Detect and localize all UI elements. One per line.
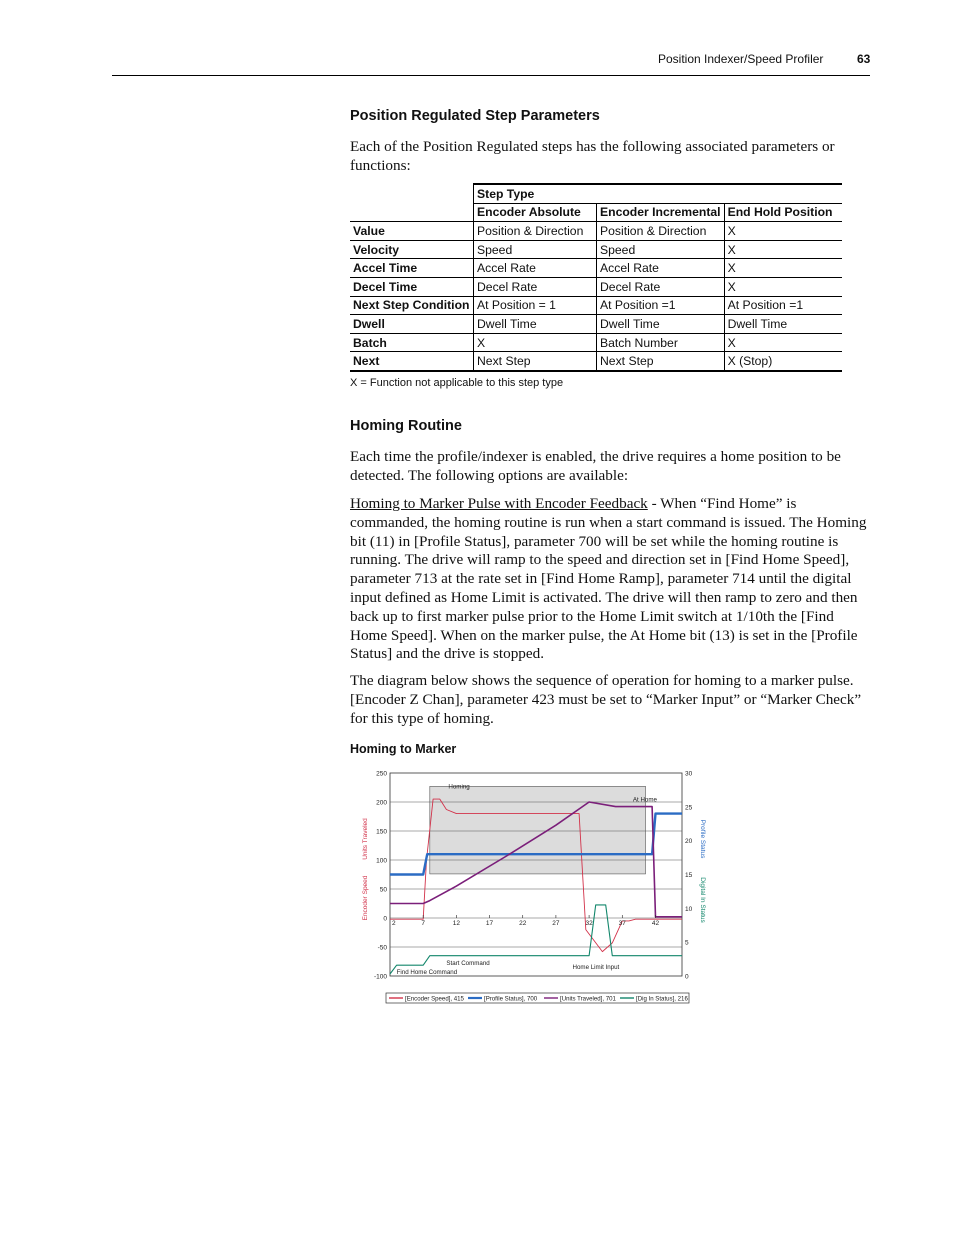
table-cell: Dwell Time [597,315,725,334]
homing-to-marker-chart [340,763,720,1013]
table-cell: X [474,333,597,352]
table-column-header: Encoder Absolute [474,203,597,222]
homing-option-paragraph [350,495,870,664]
table-row [350,240,842,259]
annotation-at-home: At Home [632,796,657,804]
table-cell: Accel Rate [474,259,597,278]
right-y-tick-label: 15 [685,872,693,879]
table-cell: Decel Rate [474,277,597,296]
table-cell: X [724,277,842,296]
header-rule [112,75,870,76]
left-y-tick-label: 0 [383,915,387,923]
table-cell: X (Stop) [724,352,842,371]
table-row-label: Batch [350,333,474,352]
right-y-tick-label: 30 [685,770,693,778]
section-heading-homing-routine: Homing Routine [350,418,462,434]
annotation-find-home-command: Find Home Command [396,969,458,976]
table-cell: At Position =1 [724,296,842,315]
table-group-header-row [350,184,842,203]
table-cell: Position & Direction [597,222,725,241]
left-y-tick-label: 50 [379,886,387,894]
table-row [350,277,842,296]
homing-band-group [430,783,646,874]
table-row-label: Next [350,352,474,371]
x-tick-label: 22 [519,920,527,927]
table-row-label: Velocity [350,240,474,259]
legend-label: [Units Traveled], 701 [560,995,616,1003]
page-number: 63 [857,52,871,66]
table-cell: Accel Rate [597,259,725,278]
table-cell: Batch Number [597,333,725,352]
homing-option-title: Homing to Marker Pulse with Encoder Feedback [350,495,648,512]
table-cell: Position & Direction [474,222,597,241]
right-y-tick-label: 0 [685,973,689,981]
left-axis-title-encoder-speed: Encoder Speed [362,875,369,921]
left-y-tick-label: 150 [376,828,387,836]
left-y-tick-label: 100 [376,857,387,865]
table-row [350,333,842,352]
right-y-tick-label: 10 [685,905,693,913]
table-column-header: End Hold Position [724,203,842,222]
table-column-header: Encoder Incremental [597,203,725,222]
table-cell: X [724,240,842,259]
table-cell: Dwell Time [474,315,597,334]
table-row [350,296,842,315]
right-axis-title-digital-in-status: Digital In Status [699,877,706,923]
homing-option-text: - When “Find Home” is commanded, the homing routine is run when a start command is issued. The Homing bit (11) in [Profile Status], parameter 700 will be set while the homing routine is running. The drive will ramp to the speed and direction set in [Find Home Speed], parameter 713 at the rate set in [Find Home Ramp], parameter 714 until the digital input defined as Home Limit is activated. The drive will then ramp to zero and then back up to first marker pulse prior to the Home Limit switch at 1/10th the [Find Home Speed]. When on the marker pulse, the At Home bit (13) is set in the [Profile Status] and the drive is stopped. [350,495,867,663]
homing-intro: Each time the profile/indexer is enabled, the drive requires a home position to be detected. The following options are available: [350,448,841,484]
legend-label: [Dig In Status], 216 [636,995,688,1003]
x-tick-label: 17 [485,920,494,927]
table-row-label: Accel Time [350,259,474,278]
annotation-homing: Homing [448,783,470,791]
table-cell: Next Step [597,352,725,371]
table-row [350,352,842,371]
table-cell: Speed [474,240,597,259]
x-tick-label: 12 [452,920,460,927]
table-column-header-row [350,203,842,222]
table-group-header: Step Type [474,184,843,203]
table-cell: Speed [597,240,725,259]
right-axis-title-profile-status: Profile Status [699,819,706,859]
x-tick-label: 42 [651,920,660,927]
table-corner-cell [350,203,474,222]
table-cell: X [724,333,842,352]
table-row-label: Dwell [350,315,474,334]
table-row-label: Next Step Condition [350,296,474,315]
x-tick-label: 27 [552,920,560,927]
table-footnote: X = Function not applicable to this step type [350,377,564,389]
table-cell: X [724,222,842,241]
annotation-start-command: Start Command [446,960,490,967]
left-y-tick-label: -100 [373,973,387,981]
homing-diagram-paragraph: The diagram below shows the sequence of operation for homing to a marker pulse. [Encoder Z Chan], parameter 423 must be set to “Marker Input” or “Marker Check” for this type of homing. [350,672,862,727]
x-tick-label: 32 [585,920,593,927]
table-row [350,222,842,241]
table-cell: Next Step [474,352,597,371]
left-axis-title-units-traveled: Units Traveled [362,818,369,860]
step-parameters-intro: Each of the Position Regulated steps has the following associated parameters or functions: [350,138,835,174]
legend-label: [Profile Status], 700 [484,995,538,1003]
left-y-tick-label: -50 [377,944,387,952]
section-heading-step-parameters: Position Regulated Step Parameters [350,108,600,124]
left-y-tick-label: 200 [376,799,387,807]
table-row-label: Value [350,222,474,241]
table-cell: Decel Rate [597,277,725,296]
table-row-label: Decel Time [350,277,474,296]
x-tick-label: 2 [392,920,396,927]
table-row [350,315,842,334]
legend-label: [Encoder Speed], 415 [405,995,464,1003]
annotation-home-limit-input: Home Limit Input [572,964,620,971]
x-tick-label: 37 [618,920,626,927]
x-tick-label: 7 [421,920,425,927]
table-cell: At Position = 1 [474,296,597,315]
table-cell: X [724,259,842,278]
right-y-tick-label: 25 [685,804,693,812]
table-row [350,259,842,278]
right-y-tick-label: 5 [685,939,689,947]
right-y-tick-label: 20 [685,838,693,846]
running-header-title: Position Indexer/Speed Profiler [658,52,824,66]
homing-band [430,783,646,874]
chart-legend [386,993,689,1003]
table-cell: Dwell Time [724,315,842,334]
left-y-tick-label: 250 [376,770,387,778]
table-cell: At Position =1 [597,296,725,315]
figure-title: Homing to Marker [350,742,457,756]
step-parameters-table [350,183,842,372]
table-corner-cell [350,184,474,203]
